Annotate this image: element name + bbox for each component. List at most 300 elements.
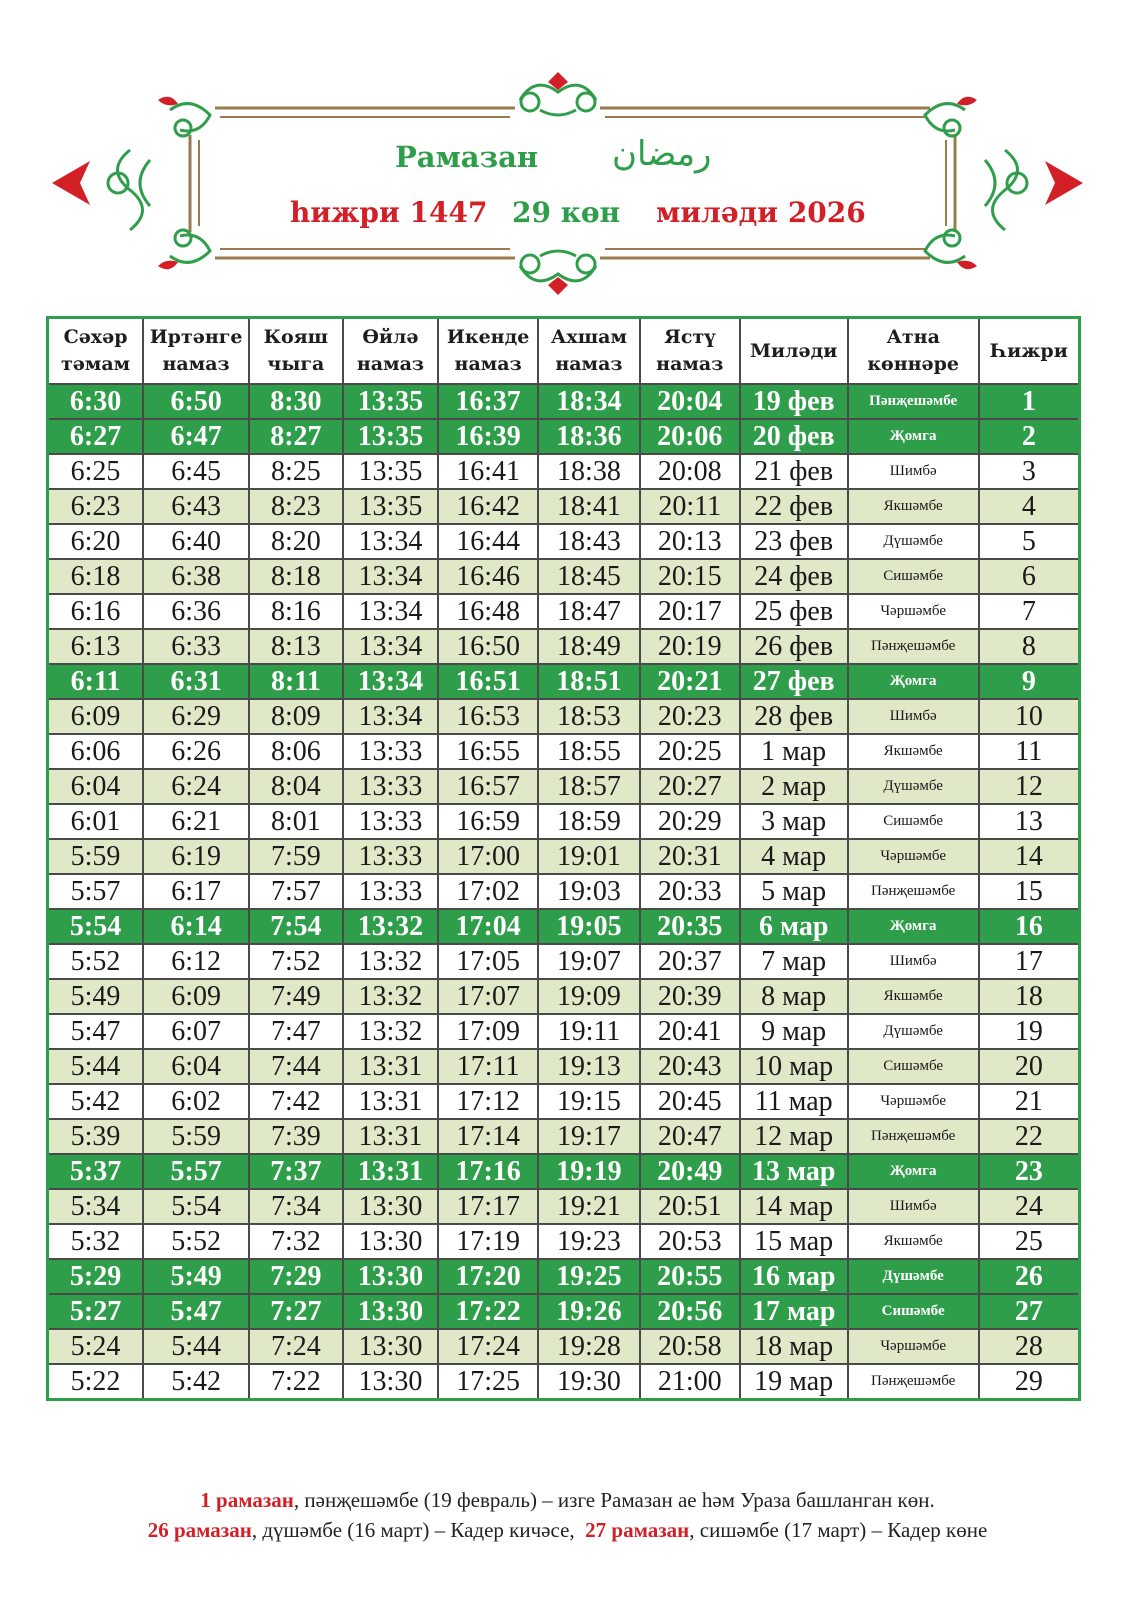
sunrise-time: 8:04	[249, 769, 343, 804]
sunrise-time: 8:20	[249, 524, 343, 559]
hijri-day: 26	[979, 1259, 1080, 1294]
gregorian-date: 8 мар	[740, 979, 848, 1014]
hijri-day: 4	[979, 489, 1080, 524]
gregorian-date: 23 фев	[740, 524, 848, 559]
sunrise-time: 8:27	[249, 419, 343, 454]
footer-note-2	[0, 1518, 1135, 1543]
footer-text-2b: , сишәмбе (17 март) – Кадер көне	[689, 1518, 988, 1542]
gregorian-date: 25 фев	[740, 594, 848, 629]
evening-prayer-time: 19:05	[538, 909, 640, 944]
night-prayer-time: 20:47	[640, 1119, 740, 1154]
morning-prayer-time: 6:38	[143, 559, 249, 594]
col-header-sunrise: Кояш чыга	[249, 318, 343, 385]
sahar-time: 6:20	[48, 524, 144, 559]
gregorian-date: 22 фев	[740, 489, 848, 524]
sunrise-time: 8:18	[249, 559, 343, 594]
morning-prayer-time: 6:14	[143, 909, 249, 944]
sahar-time: 6:06	[48, 734, 144, 769]
noon-prayer-time: 13:35	[343, 489, 439, 524]
table-row	[48, 1224, 1080, 1259]
noon-prayer-time: 13:31	[343, 1084, 439, 1119]
afternoon-prayer-time: 17:14	[438, 1119, 538, 1154]
morning-prayer-time: 6:09	[143, 979, 249, 1014]
afternoon-prayer-time: 17:12	[438, 1084, 538, 1119]
hijri-day: 24	[979, 1189, 1080, 1224]
night-prayer-time: 20:11	[640, 489, 740, 524]
days-count: 29 көн	[512, 196, 621, 229]
afternoon-prayer-time: 17:04	[438, 909, 538, 944]
weekday: Пәнҗешәмбе	[848, 629, 979, 664]
morning-prayer-time: 5:52	[143, 1224, 249, 1259]
hijri-day: 1	[979, 384, 1080, 419]
evening-prayer-time: 19:09	[538, 979, 640, 1014]
sunrise-time: 8:06	[249, 734, 343, 769]
table-body	[48, 384, 1080, 1400]
noon-prayer-time: 13:34	[343, 594, 439, 629]
afternoon-prayer-time: 17:05	[438, 944, 538, 979]
afternoon-prayer-time: 17:07	[438, 979, 538, 1014]
table-row	[48, 909, 1080, 944]
gregorian-date: 21 фев	[740, 454, 848, 489]
page-title-arabic: رمضان	[612, 134, 712, 174]
morning-prayer-time: 6:04	[143, 1049, 249, 1084]
col-header-noon-prayer: Өйлә намаз	[343, 318, 439, 385]
noon-prayer-time: 13:32	[343, 979, 439, 1014]
morning-prayer-time: 5:49	[143, 1259, 249, 1294]
weekday: Пәнҗешәмбе	[848, 384, 979, 419]
col-header-evening-prayer: Ахшам намаз	[538, 318, 640, 385]
night-prayer-time: 20:31	[640, 839, 740, 874]
sahar-time: 6:27	[48, 419, 144, 454]
afternoon-prayer-time: 17:02	[438, 874, 538, 909]
hijri-day: 10	[979, 699, 1080, 734]
weekday: Чәршәмбе	[848, 594, 979, 629]
gregorian-date: 2 мар	[740, 769, 848, 804]
sunrise-time: 7:34	[249, 1189, 343, 1224]
morning-prayer-time: 6:19	[143, 839, 249, 874]
morning-prayer-time: 6:40	[143, 524, 249, 559]
table-row	[48, 1364, 1080, 1400]
sunrise-time: 7:29	[249, 1259, 343, 1294]
morning-prayer-time: 6:21	[143, 804, 249, 839]
sunrise-time: 8:11	[249, 664, 343, 699]
weekday: Дүшәмбе	[848, 524, 979, 559]
night-prayer-time: 20:56	[640, 1294, 740, 1329]
sunrise-time: 8:23	[249, 489, 343, 524]
gregorian-date: 16 мар	[740, 1259, 848, 1294]
sunrise-time: 7:22	[249, 1364, 343, 1400]
table-row	[48, 419, 1080, 454]
hijri-day: 16	[979, 909, 1080, 944]
night-prayer-time: 20:04	[640, 384, 740, 419]
night-prayer-time: 20:17	[640, 594, 740, 629]
gregorian-date: 26 фев	[740, 629, 848, 664]
night-prayer-time: 20:33	[640, 874, 740, 909]
sunrise-time: 7:49	[249, 979, 343, 1014]
night-prayer-time: 20:25	[640, 734, 740, 769]
sahar-time: 5:47	[48, 1014, 144, 1049]
night-prayer-time: 20:29	[640, 804, 740, 839]
night-prayer-time: 20:21	[640, 664, 740, 699]
afternoon-prayer-time: 17:22	[438, 1294, 538, 1329]
col-header-night-prayer: Ястү намаз	[640, 318, 740, 385]
afternoon-prayer-time: 16:48	[438, 594, 538, 629]
afternoon-prayer-time: 17:09	[438, 1014, 538, 1049]
night-prayer-time: 20:58	[640, 1329, 740, 1364]
gregorian-date: 14 мар	[740, 1189, 848, 1224]
table-row	[48, 874, 1080, 909]
noon-prayer-time: 13:33	[343, 839, 439, 874]
table-row	[48, 559, 1080, 594]
weekday: Сишәмбе	[848, 1049, 979, 1084]
footer-highlight-day-1: 1 рамазан	[200, 1488, 294, 1512]
morning-prayer-time: 6:24	[143, 769, 249, 804]
evening-prayer-time: 18:38	[538, 454, 640, 489]
sahar-time: 5:37	[48, 1154, 144, 1189]
afternoon-prayer-time: 16:46	[438, 559, 538, 594]
morning-prayer-time: 5:57	[143, 1154, 249, 1189]
hijri-day: 13	[979, 804, 1080, 839]
noon-prayer-time: 13:32	[343, 944, 439, 979]
hijri-day: 11	[979, 734, 1080, 769]
col-header-weekday: Атна көннәре	[848, 318, 979, 385]
hijri-day: 14	[979, 839, 1080, 874]
gregorian-date: 19 мар	[740, 1364, 848, 1400]
hijri-day: 8	[979, 629, 1080, 664]
weekday: Сишәмбе	[848, 559, 979, 594]
evening-prayer-time: 18:47	[538, 594, 640, 629]
afternoon-prayer-time: 17:19	[438, 1224, 538, 1259]
evening-prayer-time: 19:11	[538, 1014, 640, 1049]
gregorian-date: 9 мар	[740, 1014, 848, 1049]
morning-prayer-time: 6:50	[143, 384, 249, 419]
evening-prayer-time: 18:34	[538, 384, 640, 419]
noon-prayer-time: 13:33	[343, 804, 439, 839]
sahar-time: 5:57	[48, 874, 144, 909]
hijri-day: 2	[979, 419, 1080, 454]
table-row	[48, 524, 1080, 559]
afternoon-prayer-time: 16:44	[438, 524, 538, 559]
sahar-time: 5:29	[48, 1259, 144, 1294]
afternoon-prayer-time: 16:53	[438, 699, 538, 734]
prayer-schedule-table	[46, 316, 1081, 1401]
morning-prayer-time: 6:07	[143, 1014, 249, 1049]
weekday: Җомга	[848, 419, 979, 454]
evening-prayer-time: 18:55	[538, 734, 640, 769]
table-row	[48, 734, 1080, 769]
hijri-day: 25	[979, 1224, 1080, 1259]
weekday: Шимбә	[848, 699, 979, 734]
sahar-time: 6:18	[48, 559, 144, 594]
sahar-time: 6:25	[48, 454, 144, 489]
evening-prayer-time: 18:49	[538, 629, 640, 664]
gregorian-date: 13 мар	[740, 1154, 848, 1189]
noon-prayer-time: 13:34	[343, 699, 439, 734]
table-row	[48, 1329, 1080, 1364]
evening-prayer-time: 19:17	[538, 1119, 640, 1154]
footer-highlight-day-26: 26 рамазан	[147, 1518, 252, 1542]
evening-prayer-time: 19:07	[538, 944, 640, 979]
night-prayer-time: 21:00	[640, 1364, 740, 1400]
sahar-time: 6:01	[48, 804, 144, 839]
night-prayer-time: 20:06	[640, 419, 740, 454]
gregorian-date: 27 фев	[740, 664, 848, 699]
sunrise-time: 8:25	[249, 454, 343, 489]
sahar-time: 6:16	[48, 594, 144, 629]
sunrise-time: 7:39	[249, 1119, 343, 1154]
gregorian-date: 1 мар	[740, 734, 848, 769]
sahar-time: 5:42	[48, 1084, 144, 1119]
sunrise-time: 7:37	[249, 1154, 343, 1189]
weekday: Чәршәмбе	[848, 1084, 979, 1119]
afternoon-prayer-time: 17:24	[438, 1329, 538, 1364]
hijri-day: 28	[979, 1329, 1080, 1364]
noon-prayer-time: 13:30	[343, 1294, 439, 1329]
footer-note-1	[0, 1488, 1135, 1513]
table-row	[48, 594, 1080, 629]
gregorian-date: 4 мар	[740, 839, 848, 874]
weekday: Якшәмбе	[848, 489, 979, 524]
evening-prayer-time: 19:25	[538, 1259, 640, 1294]
sahar-time: 5:49	[48, 979, 144, 1014]
noon-prayer-time: 13:35	[343, 384, 439, 419]
weekday: Сишәмбе	[848, 1294, 979, 1329]
afternoon-prayer-time: 17:17	[438, 1189, 538, 1224]
sahar-time: 6:04	[48, 769, 144, 804]
night-prayer-time: 20:08	[640, 454, 740, 489]
noon-prayer-time: 13:31	[343, 1049, 439, 1084]
table-row	[48, 769, 1080, 804]
noon-prayer-time: 13:30	[343, 1189, 439, 1224]
evening-prayer-time: 18:51	[538, 664, 640, 699]
table-row	[48, 1189, 1080, 1224]
weekday: Пәнҗешәмбе	[848, 1119, 979, 1154]
evening-prayer-time: 18:41	[538, 489, 640, 524]
weekday: Пәнҗешәмбе	[848, 874, 979, 909]
page-title: Рамазан	[395, 140, 539, 174]
sunrise-time: 7:54	[249, 909, 343, 944]
table-row	[48, 629, 1080, 664]
evening-prayer-time: 19:13	[538, 1049, 640, 1084]
sahar-time: 5:24	[48, 1329, 144, 1364]
sunrise-time: 7:47	[249, 1014, 343, 1049]
hijri-day: 15	[979, 874, 1080, 909]
gregorian-date: 19 фев	[740, 384, 848, 419]
night-prayer-time: 20:23	[640, 699, 740, 734]
sunrise-time: 8:30	[249, 384, 343, 419]
noon-prayer-time: 13:30	[343, 1364, 439, 1400]
gregorian-date: 3 мар	[740, 804, 848, 839]
table-header-row	[48, 318, 1080, 385]
weekday: Якшәмбе	[848, 979, 979, 1014]
noon-prayer-time: 13:32	[343, 1014, 439, 1049]
afternoon-prayer-time: 16:39	[438, 419, 538, 454]
table-row	[48, 1049, 1080, 1084]
sahar-time: 5:59	[48, 839, 144, 874]
weekday: Җомга	[848, 664, 979, 699]
hijri-day: 9	[979, 664, 1080, 699]
evening-prayer-time: 18:43	[538, 524, 640, 559]
weekday: Якшәмбе	[848, 734, 979, 769]
gregorian-date: 11 мар	[740, 1084, 848, 1119]
night-prayer-time: 20:39	[640, 979, 740, 1014]
afternoon-prayer-time: 16:42	[438, 489, 538, 524]
night-prayer-time: 20:51	[640, 1189, 740, 1224]
morning-prayer-time: 5:44	[143, 1329, 249, 1364]
noon-prayer-time: 13:30	[343, 1329, 439, 1364]
hijri-day: 27	[979, 1294, 1080, 1329]
hijri-day: 6	[979, 559, 1080, 594]
gregorian-date: 28 фев	[740, 699, 848, 734]
table-row	[48, 384, 1080, 419]
night-prayer-time: 20:37	[640, 944, 740, 979]
table-row	[48, 664, 1080, 699]
morning-prayer-time: 5:59	[143, 1119, 249, 1154]
weekday: Дүшәмбе	[848, 769, 979, 804]
sahar-time: 6:13	[48, 629, 144, 664]
morning-prayer-time: 6:26	[143, 734, 249, 769]
morning-prayer-time: 6:31	[143, 664, 249, 699]
morning-prayer-time: 5:42	[143, 1364, 249, 1400]
night-prayer-time: 20:13	[640, 524, 740, 559]
night-prayer-time: 20:53	[640, 1224, 740, 1259]
noon-prayer-time: 13:31	[343, 1154, 439, 1189]
hijri-day: 19	[979, 1014, 1080, 1049]
sunrise-time: 7:42	[249, 1084, 343, 1119]
sunrise-time: 7:44	[249, 1049, 343, 1084]
evening-prayer-time: 18:57	[538, 769, 640, 804]
hijri-day: 18	[979, 979, 1080, 1014]
morning-prayer-time: 6:17	[143, 874, 249, 909]
table-row	[48, 979, 1080, 1014]
gregorian-date: 15 мар	[740, 1224, 848, 1259]
morning-prayer-time: 6:45	[143, 454, 249, 489]
night-prayer-time: 20:49	[640, 1154, 740, 1189]
col-header-afternoon-prayer: Икенде намаз	[438, 318, 538, 385]
evening-prayer-time: 18:53	[538, 699, 640, 734]
night-prayer-time: 20:15	[640, 559, 740, 594]
table-row	[48, 944, 1080, 979]
hijri-year: һижри 1447	[290, 196, 488, 229]
noon-prayer-time: 13:32	[343, 909, 439, 944]
hijri-day: 3	[979, 454, 1080, 489]
afternoon-prayer-time: 17:20	[438, 1259, 538, 1294]
afternoon-prayer-time: 17:25	[438, 1364, 538, 1400]
night-prayer-time: 20:55	[640, 1259, 740, 1294]
night-prayer-time: 20:19	[640, 629, 740, 664]
weekday: Җомга	[848, 1154, 979, 1189]
weekday: Шимбә	[848, 944, 979, 979]
gregorian-date: 6 мар	[740, 909, 848, 944]
noon-prayer-time: 13:33	[343, 734, 439, 769]
table-row	[48, 1084, 1080, 1119]
noon-prayer-time: 13:34	[343, 559, 439, 594]
gregorian-date: 7 мар	[740, 944, 848, 979]
afternoon-prayer-time: 16:51	[438, 664, 538, 699]
col-header-gregorian-date: Миләди	[740, 318, 848, 385]
afternoon-prayer-time: 16:41	[438, 454, 538, 489]
sahar-time: 5:34	[48, 1189, 144, 1224]
afternoon-prayer-time: 16:50	[438, 629, 538, 664]
noon-prayer-time: 13:30	[343, 1259, 439, 1294]
evening-prayer-time: 19:30	[538, 1364, 640, 1400]
table-row	[48, 1294, 1080, 1329]
sunrise-time: 7:27	[249, 1294, 343, 1329]
sunrise-time: 8:09	[249, 699, 343, 734]
sunrise-time: 7:32	[249, 1224, 343, 1259]
afternoon-prayer-time: 16:55	[438, 734, 538, 769]
weekday: Шимбә	[848, 454, 979, 489]
night-prayer-time: 20:43	[640, 1049, 740, 1084]
sahar-time: 5:54	[48, 909, 144, 944]
sunrise-time: 7:52	[249, 944, 343, 979]
afternoon-prayer-time: 16:57	[438, 769, 538, 804]
morning-prayer-time: 6:02	[143, 1084, 249, 1119]
evening-prayer-time: 19:28	[538, 1329, 640, 1364]
gregorian-date: 24 фев	[740, 559, 848, 594]
weekday: Шимбә	[848, 1189, 979, 1224]
night-prayer-time: 20:45	[640, 1084, 740, 1119]
gregorian-year: миләди 2026	[656, 196, 866, 229]
footer-text-2a: , дүшәмбе (16 март) – Кадер кичәсе,	[251, 1518, 586, 1542]
noon-prayer-time: 13:35	[343, 454, 439, 489]
sahar-time: 6:23	[48, 489, 144, 524]
col-header-hijri-day: Һижри	[979, 318, 1080, 385]
morning-prayer-time: 6:47	[143, 419, 249, 454]
evening-prayer-time: 18:36	[538, 419, 640, 454]
sunrise-time: 8:13	[249, 629, 343, 664]
morning-prayer-time: 5:54	[143, 1189, 249, 1224]
header-ornament	[0, 0, 1135, 310]
evening-prayer-time: 19:23	[538, 1224, 640, 1259]
evening-prayer-time: 19:26	[538, 1294, 640, 1329]
evening-prayer-time: 18:45	[538, 559, 640, 594]
table-row	[48, 699, 1080, 734]
gregorian-date: 12 мар	[740, 1119, 848, 1154]
evening-prayer-time: 18:59	[538, 804, 640, 839]
night-prayer-time: 20:41	[640, 1014, 740, 1049]
hijri-day: 20	[979, 1049, 1080, 1084]
noon-prayer-time: 13:33	[343, 769, 439, 804]
gregorian-date: 20 фев	[740, 419, 848, 454]
noon-prayer-time: 13:34	[343, 629, 439, 664]
sunrise-time: 8:01	[249, 804, 343, 839]
hijri-day: 7	[979, 594, 1080, 629]
sahar-time: 5:39	[48, 1119, 144, 1154]
weekday: Якшәмбе	[848, 1224, 979, 1259]
sunrise-time: 8:16	[249, 594, 343, 629]
evening-prayer-time: 19:19	[538, 1154, 640, 1189]
noon-prayer-time: 13:34	[343, 664, 439, 699]
morning-prayer-time: 5:47	[143, 1294, 249, 1329]
sunrise-time: 7:57	[249, 874, 343, 909]
hijri-day: 12	[979, 769, 1080, 804]
hijri-day: 17	[979, 944, 1080, 979]
weekday: Җомга	[848, 909, 979, 944]
footer-text-1: , пәнҗешәмбе (19 февраль) – изге Рамазан ае һәм Ураза башланган көн.	[293, 1488, 935, 1512]
sunrise-time: 7:59	[249, 839, 343, 874]
evening-prayer-time: 19:03	[538, 874, 640, 909]
gregorian-date: 10 мар	[740, 1049, 848, 1084]
sahar-time: 5:22	[48, 1364, 144, 1400]
afternoon-prayer-time: 17:16	[438, 1154, 538, 1189]
sahar-time: 5:32	[48, 1224, 144, 1259]
evening-prayer-time: 19:01	[538, 839, 640, 874]
table-row	[48, 1259, 1080, 1294]
hijri-day: 22	[979, 1119, 1080, 1154]
night-prayer-time: 20:35	[640, 909, 740, 944]
sahar-time: 6:11	[48, 664, 144, 699]
